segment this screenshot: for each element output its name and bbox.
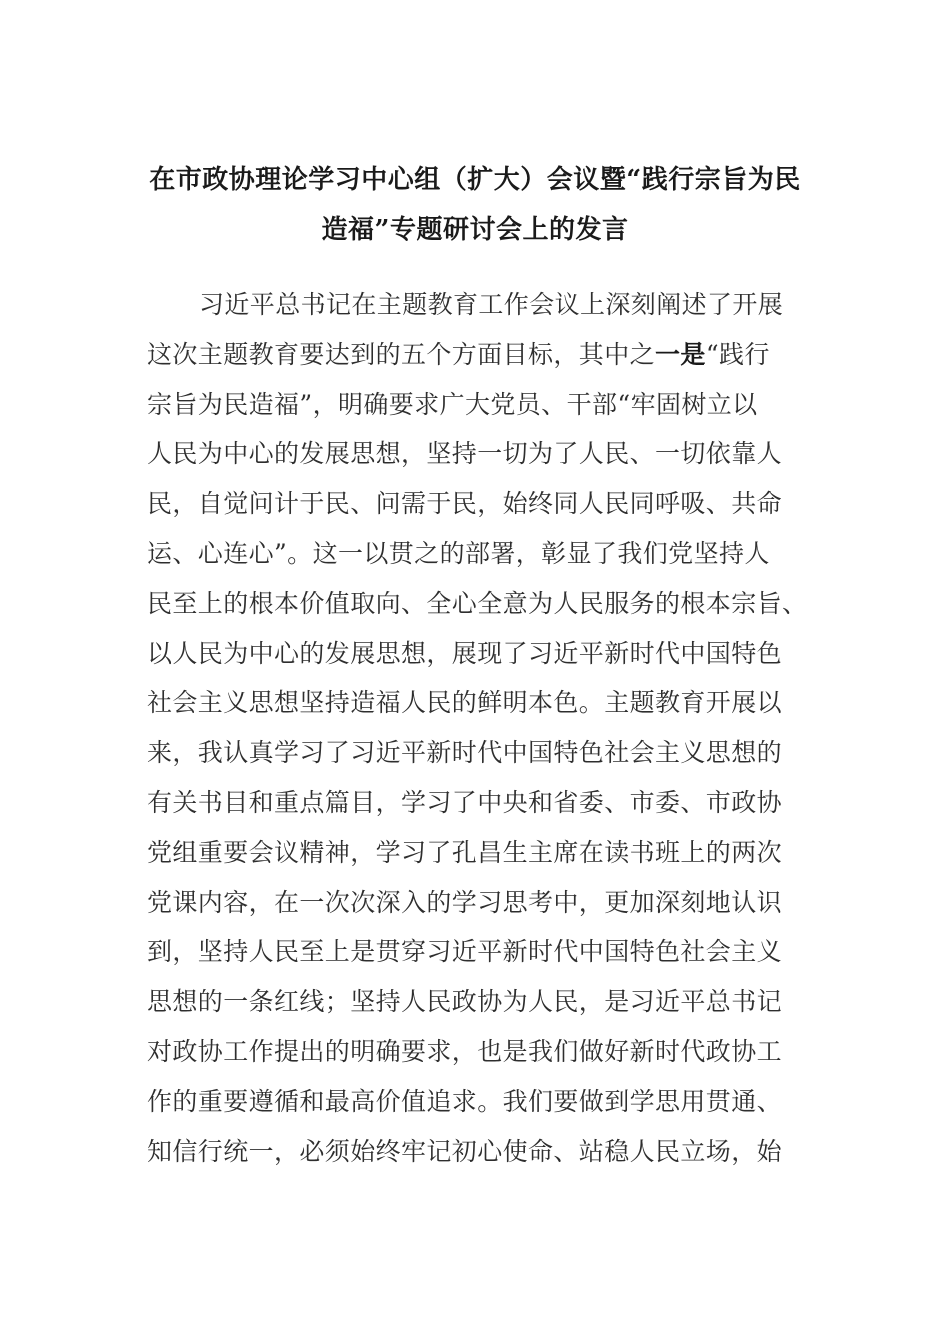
body-line: 到，坚持人民至上是贯穿习近平新时代中国特色社会主义	[147, 937, 783, 967]
body-line-text: 这次主题教育要达到的五个方面目标，其中之	[147, 339, 656, 369]
body-line: 民，自觉问计于民、问需于民，始终同人民同呼吸、共命	[147, 489, 783, 519]
body-line: 对政协工作提出的明确要求，也是我们做好新时代政协工	[147, 1036, 783, 1066]
body-line: 作的重要遵循和最高价值追求。我们要做到学思用贯通、	[147, 1086, 783, 1116]
emphasis-text: 一是	[655, 339, 706, 369]
body-line-tail: “践行	[705, 339, 770, 369]
body-line: 以人民为中心的发展思想，展现了习近平新时代中国特色	[147, 638, 783, 668]
body-line: 党课内容，在一次次深入的学习思考中，更加深刻地认识	[147, 887, 783, 917]
body-paragraph	[147, 280, 807, 1176]
body-line: 党组重要会议精神，学习了孔昌生主席在读书班上的两次	[147, 837, 783, 867]
body-line: 人民为中心的发展思想，坚持一切为了人民、一切依靠人	[147, 439, 783, 469]
document-title	[120, 155, 830, 255]
title-line-1: 在市政协理论学习中心组（扩大）会议暨“践行宗旨为民	[149, 165, 801, 195]
title-line-2: 造福”专题研讨会上的发言	[321, 215, 629, 245]
body-line: 思想的一条红线；坚持人民政协为人民，是习近平总书记	[147, 987, 783, 1017]
body-line: 社会主义思想坚持造福人民的鲜明本色。主题教育开展以	[147, 688, 783, 718]
body-line: 来，我认真学习了习近平新时代中国特色社会主义思想的	[147, 738, 783, 768]
body-line: 宗旨为民造福”，明确要求广大党员、干部“牢固树立以	[147, 389, 758, 419]
body-line: 有关书目和重点篇目，学习了中央和省委、市委、市政协	[147, 787, 783, 817]
body-line: 运、心连心”。这一以贯之的部署，彰显了我们党坚持人	[147, 538, 770, 568]
body-line: 习近平总书记在主题教育工作会议上深刻阐述了开展	[199, 290, 784, 319]
body-line: 民至上的根本价值取向、全心全意为人民服务的根本宗旨、	[147, 588, 808, 618]
body-line: 知信行统一，必须始终牢记初心使命、站稳人民立场，始	[147, 1136, 783, 1166]
body-line-with-emphasis	[147, 330, 807, 380]
